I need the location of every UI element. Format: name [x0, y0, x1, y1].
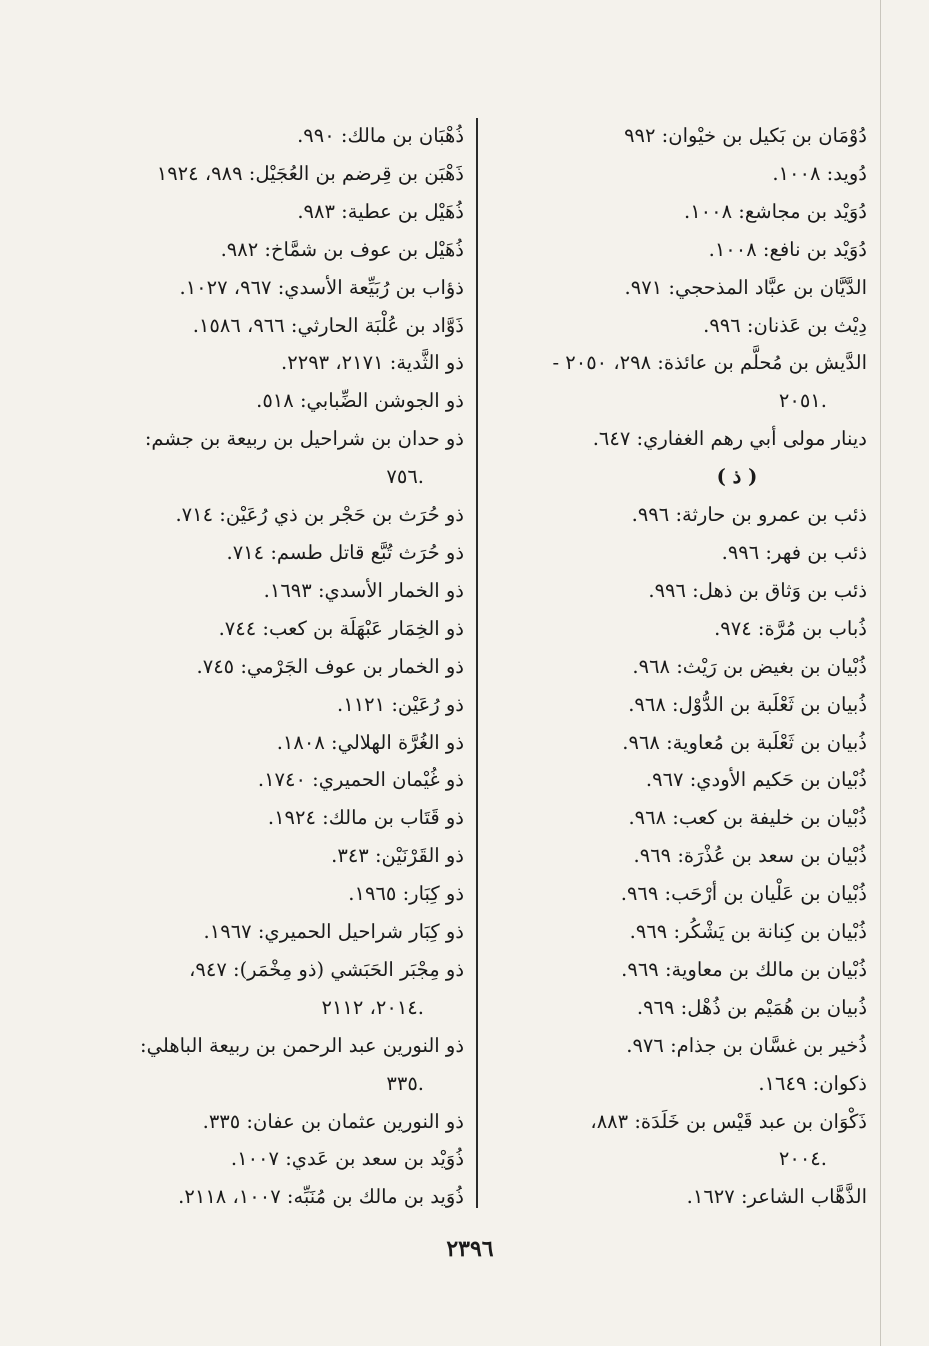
page-edge-line — [880, 0, 881, 1346]
index-entry: ذُبيان بن ثَعْلَبة بن مُعاوية: ٩٦٨. — [622, 730, 867, 754]
index-entry: ذُبْيان بن حَكيم الأودي: ٩٦٧. — [645, 768, 867, 792]
index-entry: ذو حدان بن شراحيل بن ربيعة بن جشم: — [144, 427, 464, 451]
column-divider — [476, 118, 478, 1208]
index-entry: ذؤاب بن رُبَيِّعة الأسدي: ٩٦٧، ١٠٢٧. — [179, 275, 464, 299]
index-entry: دُويد: ١٠٠٨. — [772, 161, 867, 185]
index-entry: ذو الخمار الأسدي: ١٦٩٣. — [263, 578, 464, 602]
index-entry: دينار مولى أبي رهم الغفاري: ٦٤٧. — [592, 427, 867, 451]
index-entry: ذو الغُرَّة الهلالي: ١٨٠٨. — [276, 730, 464, 754]
index-entry: ذُهْبَان بن مالك: ٩٩٠. — [297, 124, 464, 147]
index-entry: ذئب بن فهر: ٩٩٦. — [721, 540, 867, 564]
index-entry: دُوْمَان بن بَكيل بن خيْوان: ٩٩٢ — [624, 124, 867, 147]
index-entry: ذُبيان بن ثَعْلَبة بن الدُّوْل: ٩٦٨. — [628, 692, 867, 716]
index-entry-continuation: ٣٣٥. — [386, 1071, 424, 1095]
index-entry: ذُبيان بن هُمَيْم بن ذُهْل: ٩٦٩. — [636, 995, 867, 1019]
index-entry: ذكوان: ١٦٤٩. — [758, 1071, 867, 1095]
index-entry: ذُهَيْل بن عوف بن شمَّاخ: ٩٨٢. — [220, 237, 464, 261]
index-entry: دِيْث بن عَذنان: ٩٩٦. — [703, 313, 867, 337]
index-entry: دُوَيْد بن مجاشع: ١٠٠٨. — [683, 199, 867, 223]
index-entry-continuation: ٢٠٥١. — [778, 389, 827, 413]
index-entry: ذو الخِمَار عَبْهَلَة بن كعب: ٧٤٤. — [218, 616, 464, 640]
index-entry: ذو حُرَث تُبَّع قاتل طسم: ٧١٤. — [226, 540, 464, 564]
index-entry: الذَّهَّاب الشاعر: ١٦٢٧. — [686, 1185, 867, 1209]
index-entry: ذُبْيان بن بغيض بن رَيْث: ٩٦٨. — [632, 654, 867, 678]
index-entry: ذو الخمار بن عوف الجَرْمي: ٧٤٥. — [196, 654, 464, 678]
index-entry: ذو كِبَار شراحيل الحميري: ١٩٦٧. — [203, 920, 464, 944]
index-entry: ذُباب بن مُرَّة: ٩٧٤. — [714, 616, 867, 640]
index-entry: ذو الجوشن الضِّبابي: ٥١٨. — [256, 389, 464, 413]
page-number: ٢٣٩٦ — [446, 1236, 494, 1262]
index-entry: ذَكْوَان بن عبد قَيْس بن خَلَدَة: ٨٨٣، — [590, 1109, 867, 1133]
index-entry: ذو حُرَث بن حَجْر بن ذي رُعَيْن: ٧١٤. — [175, 503, 464, 527]
index-entry: دُوَيْد بن نافع: ١٠٠٨. — [708, 237, 867, 261]
index-entry: ذئب بن وَثاق بن ذهل: ٩٩٦. — [648, 578, 867, 602]
index-entry: ذو غُيْمان الحميري: ١٧٤٠. — [257, 768, 464, 792]
index-entry: ذُبْيان بن مالك بن معاوية: ٩٦٩. — [621, 957, 867, 981]
index-entry-continuation: ٢٠١٤، ٢١١٢. — [321, 995, 424, 1019]
index-entry: ذُهَيْل بن عطية: ٩٨٣. — [297, 199, 464, 223]
left-column — [89, 117, 464, 1216]
index-entry: ذُبْيان بن عَلْيان بن أرْحَب: ٩٦٩. — [620, 882, 867, 906]
index-entry: ذُبْيان بن كِنانة بن يَشْكُر: ٩٦٩. — [629, 920, 867, 944]
index-entry: ذو الثَّدية: ٢١٧١، ٢٢٩٣. — [281, 351, 464, 375]
index-entry: ذو مِجْبَر الحَبَشي (ذو مِخْمَر): ٩٤٧، — [189, 957, 464, 981]
index-entry: ذو النورين عبد الرحمن بن ربيعة الباهلي: — [140, 1033, 464, 1057]
index-entry-continuation: ٧٥٦. — [386, 465, 424, 489]
right-column — [487, 117, 867, 1216]
index-entry: ذُوَيد بن مالك بن مُنَبِّه: ١٠٠٧، ٢١١٨. — [178, 1185, 464, 1209]
index-entry: ذو كِبَار: ١٩٦٥. — [348, 882, 464, 906]
index-entry: الدَّيَّان بن عبَّاد المذحجي: ٩٧١. — [624, 275, 867, 299]
index-entry: ذُبْيان بن خليفة بن كعب: ٩٦٨. — [628, 806, 867, 830]
index-entry: ذو القَرْنَيْن: ٣٤٣. — [331, 844, 464, 868]
index-entry: ذَوَّاد بن عُلْبَة الحارثي: ٩٦٦، ١٥٨٦. — [192, 313, 464, 337]
index-entry: ذُوَيْد بن سعد بن عَدي: ١٠٠٧. — [230, 1147, 464, 1171]
index-entry: ذَهْبَن بن قِرضم بن العُجَيْل: ٩٨٩، ١٩٢٤ — [156, 161, 464, 185]
index-entry: ذو النورين عثمان بن عفان: ٣٣٥. — [202, 1109, 464, 1133]
index-entry: الدَّيش بن مُحلَّم بن عائذة: ٢٩٨، ٢٠٥٠ - — [552, 351, 867, 375]
index-entry: ذُخير بن غسَّان بن جذام: ٩٧٦. — [626, 1033, 867, 1057]
index-entry: ذو قَتَاب بن مالك: ١٩٢٤. — [267, 806, 464, 830]
index-entry-continuation: ٢٠٠٤. — [778, 1147, 827, 1171]
index-entry: ذو رُعَيْن: ١١٢١. — [337, 692, 464, 716]
index-entry: ذُبْيان بن سعد بن عُذْرَة: ٩٦٩. — [633, 844, 867, 868]
section-heading-dhal: ( ذ ) — [716, 465, 758, 489]
index-entry: ذئب بن عمرو بن حارثة: ٩٩٦. — [631, 503, 867, 527]
